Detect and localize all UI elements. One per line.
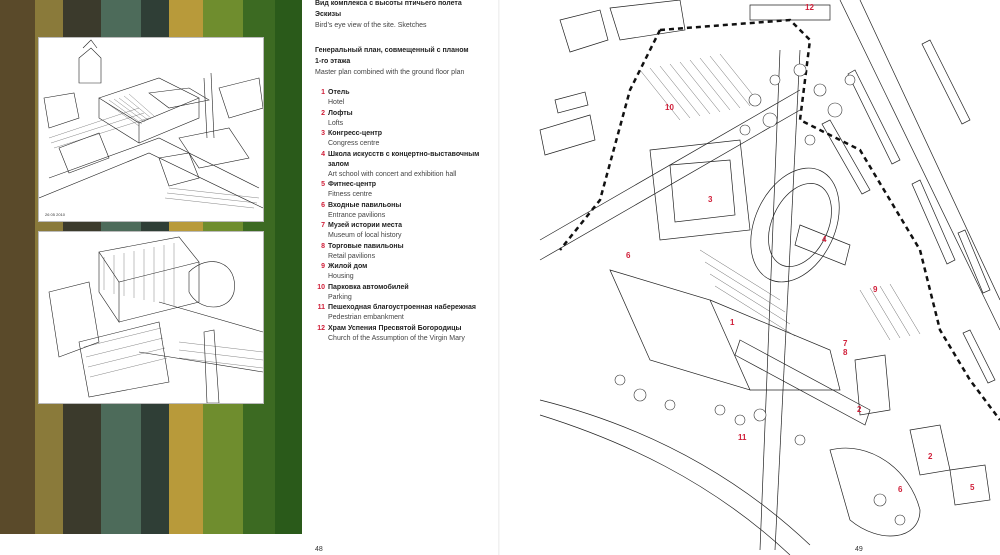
map-label: 10: [665, 103, 674, 112]
legend-label-en: Museum of local history: [328, 232, 402, 239]
map-label: 1: [730, 318, 735, 327]
legend-label-ru: Отель: [328, 89, 350, 96]
caption-english: Master plan combined with the ground floor plan: [315, 69, 465, 76]
map-label: 6: [898, 485, 903, 494]
map-label: 11: [738, 433, 747, 442]
legend-label-ru: Школа искусств с концертно-выставочным залом: [328, 150, 480, 168]
legend-item: [315, 180, 495, 200]
legend-item: [315, 324, 495, 344]
map-label: 12: [805, 3, 814, 12]
master-plan: [500, 0, 1000, 555]
legend-label-ru: Парковка автомобилей: [328, 283, 409, 291]
map-label: 6: [626, 251, 631, 260]
legend-number: 6: [321, 201, 325, 209]
legend-number: 11: [317, 304, 325, 311]
legend-number: 5: [321, 181, 325, 188]
legend-label-ru: Лофты: [328, 109, 353, 117]
legend-label-en: Housing: [328, 273, 354, 280]
legend-number: 2: [321, 109, 325, 117]
legend-number: 10: [317, 283, 325, 291]
legend-label-en: Retail pavilions: [328, 252, 376, 260]
legend-number: 3: [321, 130, 325, 137]
legend-label-ru: Храм Успения Пресвятой Богородицы: [328, 324, 462, 332]
map-label: 2: [857, 405, 862, 414]
map-label: 4: [822, 235, 827, 244]
legend-label-en: Church of the Assumption of the Virgin Mary: [328, 334, 465, 342]
sketch-bottom: [38, 231, 264, 404]
map-label: 5: [970, 483, 975, 492]
legend-item: [315, 221, 495, 241]
caption-master-plan: [315, 45, 475, 78]
legend-label-ru: Пешеходная благоустроенная набережная: [328, 304, 476, 311]
legend-label-ru: Конгресс-центр: [328, 130, 383, 137]
legend-label-en: Fitness centre: [328, 191, 372, 198]
map-label: 9: [873, 285, 878, 294]
legend-number: 4: [321, 150, 325, 158]
legend-item: [315, 242, 495, 262]
right-page: [500, 0, 1000, 555]
caption-english: Bird’s eye view of the site. Sketches: [315, 22, 427, 29]
legend-number: 7: [321, 222, 325, 229]
legend-number: 8: [321, 242, 325, 250]
page-number-left: 48: [315, 546, 323, 553]
legend-item: [315, 150, 495, 180]
legend-label-en: Lofts: [328, 119, 344, 127]
legend-label-en: Pedestrian embankment: [328, 314, 404, 321]
legend-label-en: Hotel: [328, 99, 345, 106]
map-label: 3: [708, 195, 713, 204]
legend-number: 12: [317, 324, 325, 332]
legend-label-ru: Фитнес-центр: [328, 181, 377, 188]
legend-label-en: Art school with concert and exhibition hall: [328, 170, 457, 178]
legend-item: [315, 201, 495, 221]
legend-label-ru: Входные павильоны: [328, 201, 402, 209]
page-number-right: 49: [855, 546, 863, 553]
legend-list: [315, 88, 495, 344]
legend-item: [315, 283, 495, 303]
caption-subtitle: Эскизы: [315, 11, 342, 18]
legend-number: 1: [321, 89, 325, 96]
map-label: 2: [928, 452, 933, 461]
legend-label-en: Congress centre: [328, 140, 380, 147]
caption-title: Вид комплекса с высоты птичьего полета: [315, 0, 462, 7]
map-label: 8: [843, 348, 848, 357]
sketch-top: [38, 37, 264, 222]
caption-birds-eye: [315, 0, 490, 31]
legend-item: [315, 262, 495, 282]
legend-label-ru: Музей истории места: [328, 222, 402, 229]
sketch-signature: 26 05 2010: [45, 212, 66, 217]
legend-item: [315, 129, 495, 149]
legend-label-en: Parking: [328, 293, 352, 301]
legend-label-ru: Торговые павильоны: [328, 242, 404, 250]
legend-item: [315, 88, 495, 108]
legend-label-en: Entrance pavilions: [328, 211, 386, 219]
legend-item: [315, 109, 495, 129]
legend-item: [315, 303, 495, 323]
caption-title: Генеральный план, совмещенный с планом 1-го этажа: [315, 47, 469, 65]
map-label: 7: [843, 339, 848, 348]
legend-number: 9: [321, 263, 325, 270]
legend-label-ru: Жилой дом: [328, 263, 368, 270]
